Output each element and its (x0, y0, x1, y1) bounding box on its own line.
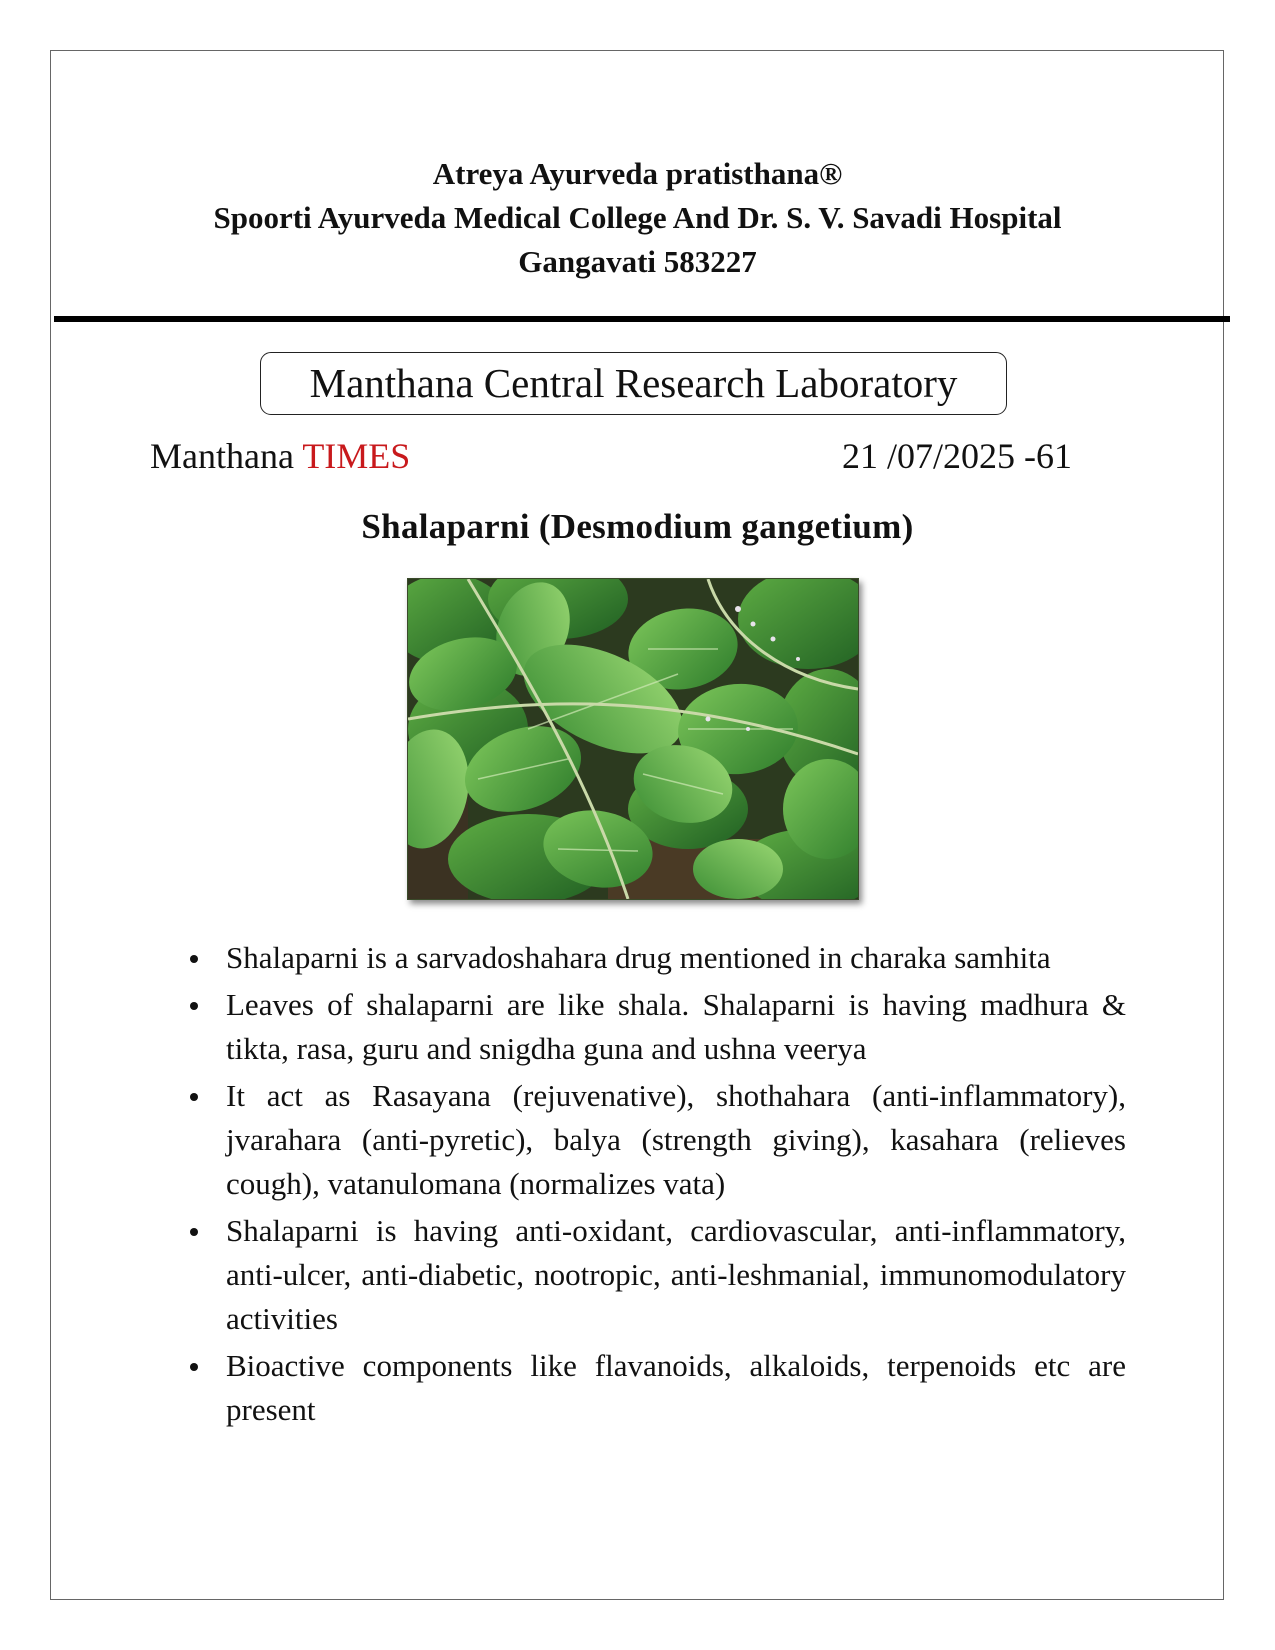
list-item-text: Bioactive components like flavanoids, alkaloids, terpenoids etc are present (226, 1348, 1126, 1427)
list-item (190, 1209, 1126, 1341)
newsletter-name-prefix: Manthana (150, 436, 294, 476)
bullet-icon (190, 1228, 198, 1236)
article-title: Shalaparni (Desmodium gangetium) (361, 507, 914, 546)
bullet-icon (190, 1093, 198, 1101)
lab-name-box: Manthana Central Research Laboratory (260, 352, 1007, 415)
plant-photo (407, 578, 859, 900)
header-line-3: Gangavati 583227 (518, 244, 757, 279)
article-bullet-list (190, 936, 1126, 1435)
list-item-text: It act as Rasayana (rejuvenative), shothahara (anti-inflammatory), jvarahara (anti-pyretic), balya (strength giving), kasahara (relieves cough), vatanulomana (normalizes vata) (226, 1078, 1126, 1201)
list-item-text: Leaves of shalaparni are like shala. Shalaparni is having madhura & tikta, rasa, guru and snigdha guna and ushna veerya (226, 987, 1126, 1066)
institution-header (0, 152, 1275, 284)
list-item-text: Shalaparni is having anti-oxidant, cardiovascular, anti-inflammatory, anti-ulcer, anti-diabetic, nootropic, anti-leshmanial, immunomodulatory activities (226, 1213, 1126, 1336)
newsletter-name (150, 432, 410, 480)
bullet-icon (190, 955, 198, 963)
bullet-icon (190, 1363, 198, 1371)
list-item-text: Shalaparni is a sarvadoshahara drug mentioned in charaka samhita (226, 940, 1051, 975)
issue-date: 21 /07/2025 -61 (842, 436, 1072, 476)
header-line-2: Spoorti Ayurveda Medical College And Dr. S. V. Savadi Hospital (213, 200, 1062, 235)
bullet-icon (190, 1002, 198, 1010)
list-item (190, 1344, 1126, 1432)
list-item (190, 1074, 1126, 1206)
list-item (190, 936, 1126, 980)
header-line-1: Atreya Ayurveda pratisthana® (432, 156, 843, 191)
header-divider (54, 316, 1230, 322)
list-item (190, 983, 1126, 1071)
newsletter-name-highlight: TIMES (302, 436, 411, 476)
